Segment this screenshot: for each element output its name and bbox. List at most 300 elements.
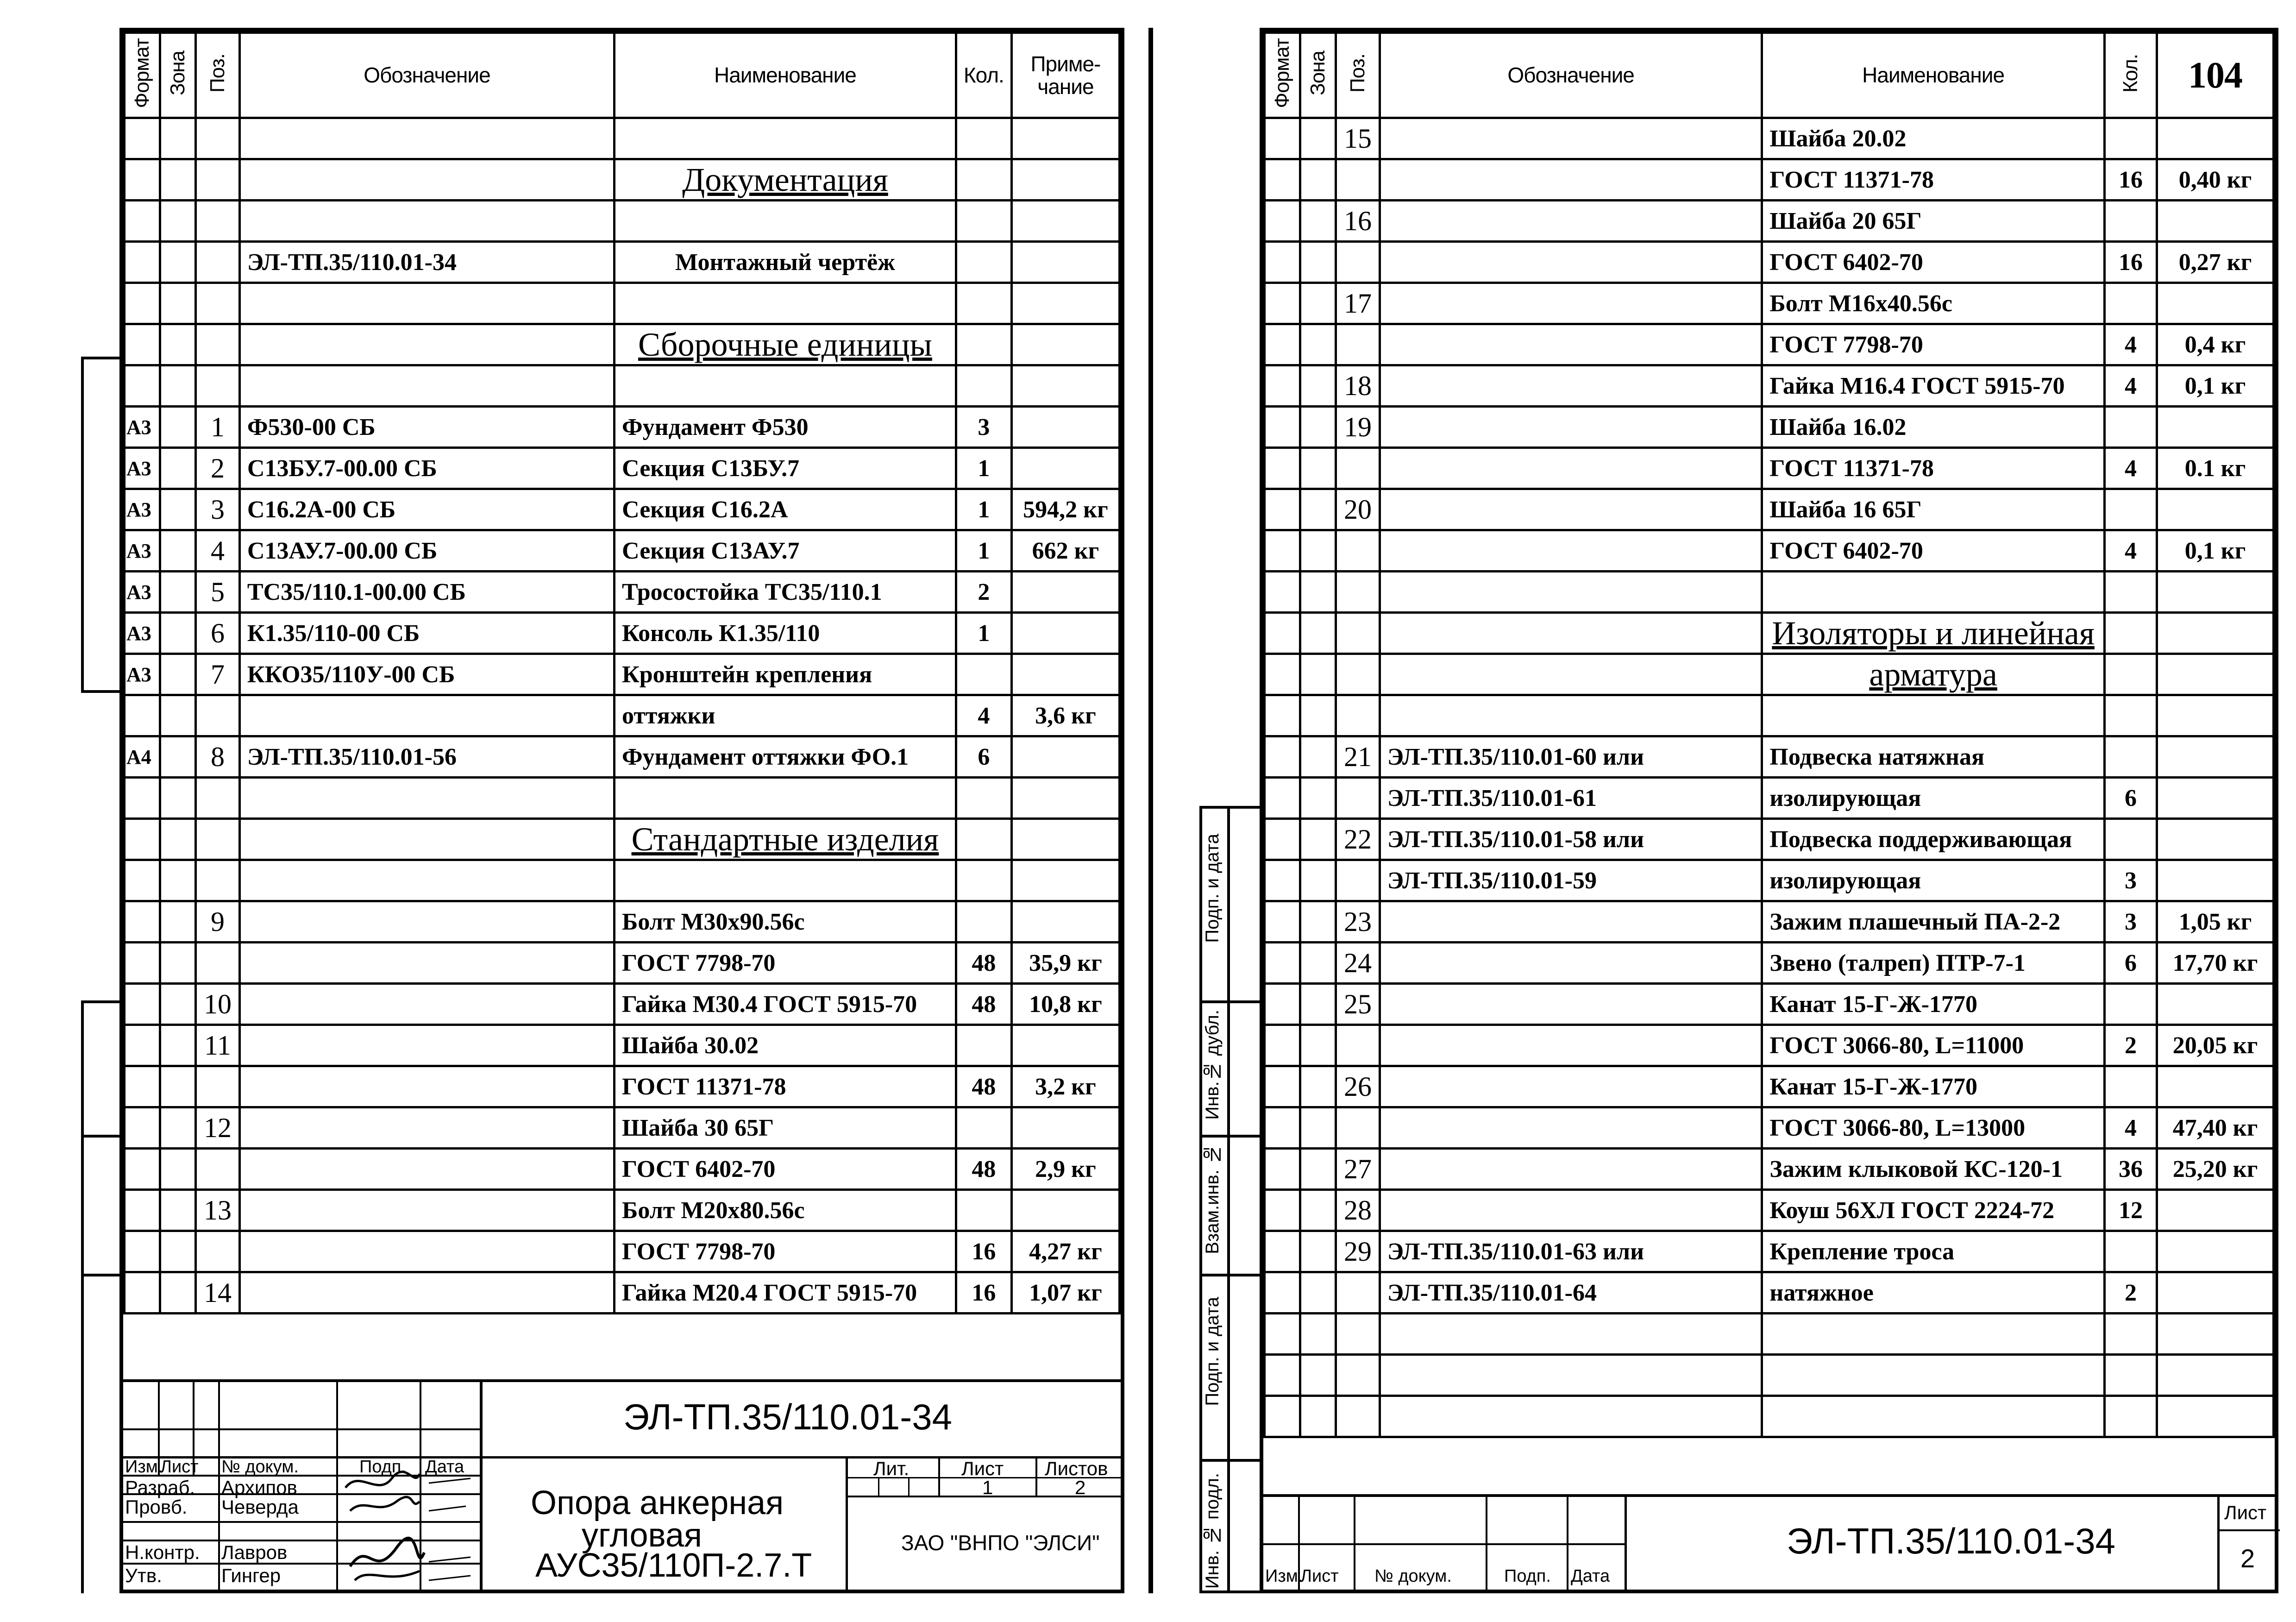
cell-note: 25,20 кг bbox=[2157, 1149, 2274, 1190]
cell-pos bbox=[196, 1066, 240, 1107]
cell-pos: 19 bbox=[1336, 407, 1380, 448]
cell-format bbox=[1265, 1066, 1300, 1107]
cell-pos: 14 bbox=[196, 1272, 240, 1314]
cell-zone bbox=[160, 1190, 196, 1231]
cell-designation: ККО35/110У-00 СБ bbox=[239, 654, 614, 695]
cell-pos bbox=[1336, 242, 1380, 283]
cell-note: 47,40 кг bbox=[2157, 1107, 2274, 1149]
cell-zone bbox=[1300, 736, 1336, 778]
hdr-sign: Подп. bbox=[359, 1457, 406, 1477]
cell-note bbox=[2157, 283, 2274, 324]
cell-designation bbox=[1380, 1025, 1762, 1066]
cell-note bbox=[2157, 778, 2274, 819]
cell-designation bbox=[1380, 159, 1762, 201]
cell-pos bbox=[1336, 654, 1380, 695]
cell-qty: 1 bbox=[956, 448, 1011, 489]
cell-designation bbox=[239, 984, 614, 1025]
cell-note bbox=[1011, 819, 1119, 860]
table-row bbox=[1265, 1066, 2274, 1107]
cell-designation: ЭЛ-ТП.35/110.01-64 bbox=[1380, 1272, 1762, 1314]
cell-qty bbox=[956, 654, 1011, 695]
cell-format bbox=[125, 1231, 160, 1272]
cell-note bbox=[2157, 1190, 2274, 1231]
cell-qty: 1 bbox=[956, 613, 1011, 654]
cell-pos: 11 bbox=[196, 1025, 240, 1066]
cell-qty bbox=[956, 118, 1011, 159]
cell-note: 20,05 кг bbox=[2157, 1025, 2274, 1066]
table-row bbox=[125, 613, 1120, 654]
hdr-sheets: Листов bbox=[1045, 1458, 1108, 1479]
cell-pos: 16 bbox=[1336, 201, 1380, 242]
cell-designation bbox=[1380, 1396, 1762, 1437]
cell-designation bbox=[1380, 1355, 1762, 1396]
section-row bbox=[125, 819, 1120, 860]
cell-format bbox=[125, 943, 160, 984]
cell-format: А3 bbox=[125, 613, 160, 654]
cell-note bbox=[2157, 489, 2274, 530]
cell-designation bbox=[239, 201, 614, 242]
cell-zone bbox=[160, 159, 196, 201]
cell-zone bbox=[1300, 159, 1336, 201]
cell-zone bbox=[1300, 1231, 1336, 1272]
cell-zone bbox=[160, 1231, 196, 1272]
hdr-sheet: Лист bbox=[961, 1458, 1004, 1479]
cell-name: Крепление троса bbox=[1762, 1231, 2104, 1272]
cell-name: Зажим клыковой КС-120-1 bbox=[1762, 1149, 2104, 1190]
cell-qty: 2 bbox=[956, 572, 1011, 613]
cell-qty: 6 bbox=[956, 736, 1011, 778]
header-zone: Зона bbox=[1300, 33, 1336, 118]
cell-zone bbox=[1300, 1355, 1336, 1396]
table-row bbox=[1265, 489, 2274, 530]
hdr-letter: Лит. bbox=[873, 1458, 910, 1479]
cell-zone bbox=[1300, 242, 1336, 283]
cell-note: 17,70 кг bbox=[2157, 943, 2274, 984]
cell-qty bbox=[956, 1190, 1011, 1231]
cell-qty: 2 bbox=[2104, 1025, 2157, 1066]
cell-designation bbox=[1380, 613, 1762, 654]
cell-zone bbox=[1300, 530, 1336, 572]
cell-name: Консоль К1.35/110 bbox=[615, 613, 956, 654]
cell-format bbox=[125, 1107, 160, 1149]
page-number: 104 bbox=[2157, 33, 2274, 118]
cell-qty: 4 bbox=[2104, 530, 2157, 572]
cell-qty bbox=[2104, 819, 2157, 860]
table-row bbox=[125, 1231, 1120, 1272]
table-row bbox=[125, 984, 1120, 1025]
cell-designation: ЭЛ-ТП.35/110.01-63 или bbox=[1380, 1231, 1762, 1272]
cell-qty: 6 bbox=[2104, 943, 2157, 984]
cell-format bbox=[1265, 736, 1300, 778]
cell-qty bbox=[956, 159, 1011, 201]
cell-designation bbox=[1380, 1190, 1762, 1231]
table-row bbox=[1265, 283, 2274, 324]
table-header bbox=[1265, 33, 2274, 118]
cell-format bbox=[125, 324, 160, 365]
cell-format bbox=[125, 365, 160, 407]
cell-qty: 48 bbox=[956, 943, 1011, 984]
cell-note: 0,27 кг bbox=[2157, 242, 2274, 283]
cell-designation bbox=[1380, 1149, 1762, 1190]
cell-name: Болт М30х90.56с bbox=[615, 901, 956, 943]
cell-zone bbox=[160, 1107, 196, 1149]
cell-note bbox=[2157, 695, 2274, 736]
cell-zone bbox=[160, 1066, 196, 1107]
cell-note bbox=[1011, 778, 1119, 819]
cell-name: арматура bbox=[1762, 654, 2104, 695]
cell-note: 1,05 кг bbox=[2157, 901, 2274, 943]
cell-name: Подвеска натяжная bbox=[1762, 736, 2104, 778]
cell-note bbox=[2157, 860, 2274, 901]
cell-note: 10,8 кг bbox=[1011, 984, 1119, 1025]
cell-note bbox=[2157, 201, 2274, 242]
cell-name bbox=[1762, 1314, 2104, 1355]
table-row bbox=[125, 572, 1120, 613]
cell-zone bbox=[160, 201, 196, 242]
cell-qty bbox=[2104, 695, 2157, 736]
cell-name: изолирующая bbox=[1762, 778, 2104, 819]
cell-designation bbox=[239, 1149, 614, 1190]
cell-pos bbox=[196, 324, 240, 365]
title-line-2: угловая bbox=[582, 1517, 703, 1554]
label-inv-dubl: Инв.№ дубл. bbox=[1202, 1010, 1223, 1120]
cell-note bbox=[1011, 654, 1119, 695]
header-qty: Кол. bbox=[2104, 33, 2157, 118]
blank-row bbox=[1265, 1396, 2274, 1437]
cell-pos bbox=[1336, 860, 1380, 901]
label-inv-podl: Инв. № подл. bbox=[1202, 1473, 1223, 1589]
cell-zone bbox=[1300, 1314, 1336, 1355]
sheet-number: 1 bbox=[982, 1477, 993, 1498]
organization: ЗАО "ВНПО "ЭЛСИ" bbox=[901, 1531, 1100, 1555]
cell-format bbox=[1265, 901, 1300, 943]
cell-name: ГОСТ 7798-70 bbox=[615, 943, 956, 984]
cell-qty bbox=[2104, 1396, 2157, 1437]
cell-zone bbox=[1300, 613, 1336, 654]
cell-zone bbox=[160, 901, 196, 943]
cell-name: Болт М16х40.56с bbox=[1762, 283, 2104, 324]
cell-format bbox=[125, 778, 160, 819]
cell-format bbox=[1265, 819, 1300, 860]
cell-qty bbox=[956, 242, 1011, 283]
sheets-total: 2 bbox=[1075, 1477, 1086, 1498]
cell-name: Шайба 16.02 bbox=[1762, 407, 2104, 448]
table-row bbox=[1265, 159, 2274, 201]
cell-note bbox=[1011, 159, 1119, 201]
cell-name: Кронштейн крепления bbox=[615, 654, 956, 695]
cell-pos bbox=[196, 118, 240, 159]
cell-note bbox=[1011, 448, 1119, 489]
blank-row bbox=[125, 365, 1120, 407]
cell-format bbox=[1265, 283, 1300, 324]
cell-format bbox=[1265, 1190, 1300, 1231]
cell-pos bbox=[196, 1149, 240, 1190]
cell-designation bbox=[1380, 118, 1762, 159]
cell-qty bbox=[956, 324, 1011, 365]
cell-qty: 4 bbox=[2104, 365, 2157, 407]
cell-zone bbox=[160, 530, 196, 572]
cell-designation bbox=[1380, 201, 1762, 242]
cell-zone bbox=[1300, 365, 1336, 407]
spec-table-right bbox=[1263, 31, 2275, 1438]
doc-code: ЭЛ-ТП.35/110.01-34 bbox=[623, 1396, 952, 1437]
cell-designation bbox=[239, 819, 614, 860]
table-row bbox=[1265, 118, 2274, 159]
cell-qty: 1 bbox=[956, 530, 1011, 572]
cell-designation: С13БУ.7-00.00 СБ bbox=[239, 448, 614, 489]
table-row bbox=[125, 1066, 1120, 1107]
cell-qty bbox=[2104, 736, 2157, 778]
table-row bbox=[125, 407, 1120, 448]
cell-designation: ЭЛ-ТП.35/110.01-59 bbox=[1380, 860, 1762, 901]
cell-name: Болт М20х80.56с bbox=[615, 1190, 956, 1231]
cell-name: Фундамент Ф530 bbox=[615, 407, 956, 448]
cell-designation bbox=[1380, 530, 1762, 572]
cell-qty bbox=[956, 365, 1011, 407]
table-row bbox=[125, 448, 1120, 489]
cell-format bbox=[1265, 860, 1300, 901]
blank-row bbox=[125, 860, 1120, 901]
cell-qty bbox=[2104, 283, 2157, 324]
cell-name: ГОСТ 3066-80, L=13000 bbox=[1762, 1107, 2104, 1149]
hdr-izm: Изм. bbox=[1265, 1566, 1303, 1586]
cell-zone bbox=[1300, 901, 1336, 943]
cell-pos: 24 bbox=[1336, 943, 1380, 984]
cell-designation bbox=[1380, 489, 1762, 530]
table-row bbox=[1265, 1231, 2274, 1272]
cell-format bbox=[1265, 695, 1300, 736]
cell-qty bbox=[2104, 489, 2157, 530]
cell-qty: 1 bbox=[956, 489, 1011, 530]
role-norm-control: Н.контр. bbox=[125, 1541, 200, 1563]
table-row bbox=[1265, 860, 2274, 901]
cell-note: 3,2 кг bbox=[1011, 1066, 1119, 1107]
cell-qty: 16 bbox=[956, 1231, 1011, 1272]
cell-format: А3 bbox=[125, 489, 160, 530]
cell-zone bbox=[1300, 489, 1336, 530]
spec-sheet-1 bbox=[119, 28, 1124, 1593]
cell-designation bbox=[1380, 407, 1762, 448]
cell-format bbox=[1265, 201, 1300, 242]
cell-note bbox=[2157, 1314, 2274, 1355]
cell-note: 0,4 кг bbox=[2157, 324, 2274, 365]
cell-name: ГОСТ 6402-70 bbox=[1762, 530, 2104, 572]
spec-table-left bbox=[123, 31, 1121, 1314]
cell-name: Секция С13БУ.7 bbox=[615, 448, 956, 489]
cell-name: Коуш 56ХЛ ГОСТ 2224-72 bbox=[1762, 1190, 2104, 1231]
cell-pos bbox=[1336, 695, 1380, 736]
cell-qty bbox=[956, 778, 1011, 819]
cell-zone bbox=[1300, 118, 1336, 159]
cell-designation bbox=[1380, 695, 1762, 736]
cell-designation bbox=[239, 324, 614, 365]
cell-qty: 4 bbox=[2104, 448, 2157, 489]
cell-name bbox=[1762, 1396, 2104, 1437]
cell-note bbox=[2157, 1355, 2274, 1396]
cell-zone bbox=[1300, 1066, 1336, 1107]
cell-qty: 4 bbox=[956, 695, 1011, 736]
cell-designation: ЭЛ-ТП.35/110.01-61 bbox=[1380, 778, 1762, 819]
cell-format bbox=[1265, 984, 1300, 1025]
cell-designation bbox=[1380, 1107, 1762, 1149]
role-checker: Провб. bbox=[125, 1496, 188, 1518]
cell-note bbox=[1011, 407, 1119, 448]
cell-zone bbox=[160, 324, 196, 365]
cell-designation bbox=[239, 778, 614, 819]
table-row bbox=[1265, 1107, 2274, 1149]
cell-pos: 25 bbox=[1336, 984, 1380, 1025]
cell-zone bbox=[1300, 283, 1336, 324]
cell-pos bbox=[196, 943, 240, 984]
table-row bbox=[1265, 201, 2274, 242]
cell-qty bbox=[956, 1025, 1011, 1066]
cell-name: Секция С16.2А bbox=[615, 489, 956, 530]
cell-zone bbox=[1300, 1025, 1336, 1066]
cell-name: Шайба 30 65Г bbox=[615, 1107, 956, 1149]
cell-qty: 6 bbox=[2104, 778, 2157, 819]
cell-qty bbox=[956, 901, 1011, 943]
cell-format: А3 bbox=[125, 572, 160, 613]
cell-qty bbox=[2104, 984, 2157, 1025]
cell-name: ГОСТ 7798-70 bbox=[615, 1231, 956, 1272]
section-row bbox=[1265, 613, 2274, 654]
cell-designation bbox=[1380, 572, 1762, 613]
cell-zone bbox=[160, 943, 196, 984]
cell-qty bbox=[2104, 1231, 2157, 1272]
cell-zone bbox=[160, 613, 196, 654]
cell-format bbox=[1265, 1314, 1300, 1355]
cell-format bbox=[1265, 489, 1300, 530]
header-pos: Поз. bbox=[196, 33, 240, 118]
cell-name bbox=[615, 365, 956, 407]
cell-zone bbox=[1300, 695, 1336, 736]
cell-format bbox=[125, 242, 160, 283]
cell-pos bbox=[196, 159, 240, 201]
cell-designation: ЭЛ-ТП.35/110.01-58 или bbox=[1380, 819, 1762, 860]
cell-designation bbox=[239, 1066, 614, 1107]
cell-name bbox=[615, 778, 956, 819]
cell-qty bbox=[956, 283, 1011, 324]
cell-note: 0,1 кг bbox=[2157, 365, 2274, 407]
cell-qty bbox=[2104, 1314, 2157, 1355]
blank-row bbox=[1265, 695, 2274, 736]
blank-row bbox=[125, 201, 1120, 242]
cell-pos: 5 bbox=[196, 572, 240, 613]
cell-pos bbox=[196, 819, 240, 860]
cell-pos: 1 bbox=[196, 407, 240, 448]
cell-name: Монтажный чертёж bbox=[615, 242, 956, 283]
cell-format bbox=[125, 819, 160, 860]
cell-pos bbox=[196, 201, 240, 242]
cell-zone bbox=[160, 365, 196, 407]
table-row bbox=[1265, 819, 2274, 860]
name-norm-control: Лавров bbox=[221, 1541, 288, 1563]
cell-name: ГОСТ 3066-80, L=11000 bbox=[1762, 1025, 2104, 1066]
cell-note bbox=[2157, 407, 2274, 448]
cell-note bbox=[2157, 572, 2274, 613]
table-row bbox=[1265, 778, 2274, 819]
cell-pos bbox=[1336, 159, 1380, 201]
cell-qty bbox=[2104, 613, 2157, 654]
header-designation: Обозначение bbox=[239, 33, 614, 118]
cell-qty: 12 bbox=[2104, 1190, 2157, 1231]
cell-zone bbox=[160, 448, 196, 489]
cell-pos bbox=[1336, 1396, 1380, 1437]
header-note: Приме-чание bbox=[1011, 33, 1119, 118]
cell-format bbox=[1265, 572, 1300, 613]
cell-zone bbox=[160, 118, 196, 159]
cell-qty bbox=[2104, 201, 2157, 242]
cell-format bbox=[125, 1025, 160, 1066]
table-row bbox=[125, 1272, 1120, 1314]
cell-qty bbox=[956, 1107, 1011, 1149]
cell-pos: 15 bbox=[1336, 118, 1380, 159]
role-approver: Утв. bbox=[125, 1565, 162, 1586]
cell-qty bbox=[2104, 654, 2157, 695]
cell-pos: 29 bbox=[1336, 1231, 1380, 1272]
cell-note bbox=[1011, 572, 1119, 613]
cell-pos: 22 bbox=[1336, 819, 1380, 860]
cell-designation bbox=[239, 365, 614, 407]
hdr-date: Дата bbox=[1571, 1566, 1610, 1586]
cell-name bbox=[615, 860, 956, 901]
table-row bbox=[125, 695, 1120, 736]
table-row bbox=[1265, 1149, 2274, 1190]
cell-zone bbox=[1300, 201, 1336, 242]
cell-pos bbox=[1336, 1107, 1380, 1149]
cell-designation bbox=[239, 1190, 614, 1231]
table-row bbox=[125, 1025, 1120, 1066]
cell-pos: 23 bbox=[1336, 901, 1380, 943]
cell-note bbox=[1011, 1025, 1119, 1066]
table-row bbox=[125, 1149, 1120, 1190]
hdr-sheet: Лист bbox=[2224, 1502, 2267, 1523]
cell-pos bbox=[196, 860, 240, 901]
cell-qty: 36 bbox=[2104, 1149, 2157, 1190]
cell-format bbox=[1265, 1355, 1300, 1396]
cell-designation: С13АУ.7-00.00 СБ bbox=[239, 530, 614, 572]
header-zone: Зона bbox=[160, 33, 196, 118]
header-designation: Обозначение bbox=[1380, 33, 1762, 118]
name-developer: Архипов bbox=[221, 1477, 297, 1498]
cell-name: ГОСТ 6402-70 bbox=[1762, 242, 2104, 283]
cell-designation bbox=[239, 1272, 614, 1314]
hdr-doc-num: № докум. bbox=[221, 1457, 299, 1477]
cell-pos: 6 bbox=[196, 613, 240, 654]
cell-designation: ЭЛ-ТП.35/110.01-60 или bbox=[1380, 736, 1762, 778]
header-format: Формат bbox=[1265, 33, 1300, 118]
cell-pos: 10 bbox=[196, 984, 240, 1025]
cell-pos: 12 bbox=[196, 1107, 240, 1149]
cell-format bbox=[1265, 407, 1300, 448]
cell-format: А3 bbox=[125, 407, 160, 448]
cell-note: 2,9 кг bbox=[1011, 1149, 1119, 1190]
cell-format bbox=[1265, 1396, 1300, 1437]
table-row bbox=[1265, 1025, 2274, 1066]
cell-note bbox=[1011, 736, 1119, 778]
cell-designation: ЭЛ-ТП.35/110.01-56 bbox=[239, 736, 614, 778]
cell-pos bbox=[1336, 324, 1380, 365]
cell-qty: 48 bbox=[956, 1149, 1011, 1190]
cell-format bbox=[125, 901, 160, 943]
cell-zone bbox=[1300, 572, 1336, 613]
cell-qty bbox=[2104, 1066, 2157, 1107]
cell-designation bbox=[1380, 1066, 1762, 1107]
cell-designation bbox=[239, 1107, 614, 1149]
cell-name: Звено (талреп) ПТР-7-1 bbox=[1762, 943, 2104, 984]
cell-format bbox=[125, 860, 160, 901]
cell-pos bbox=[1336, 572, 1380, 613]
